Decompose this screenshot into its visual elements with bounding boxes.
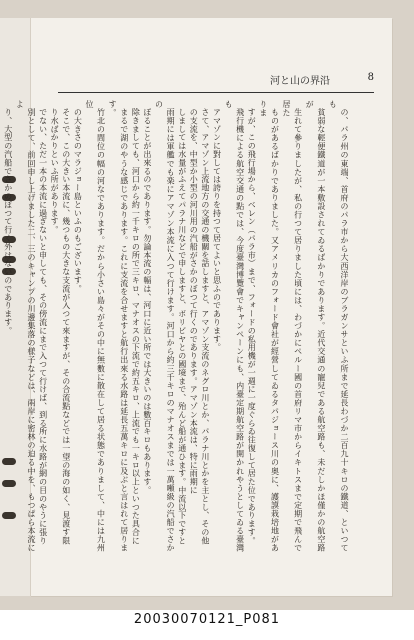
paragraph: 生れて參りましたが、私の行つて居りました頃には、わづかにペルー國の首府リマ市からイキトスまで定期で飛んで居た — [282, 100, 303, 552]
paragraph: 別として、前回申し上げました二、三のキャンプの川邊集落の様子などは、兩岸に密林の迫る中を、もつぱら本流によ — [15, 100, 36, 552]
paragraph: アマゾンに對しては誇りを持つて居てよいと思ふのであります。 — [212, 108, 222, 352]
paragraph: そこで、この大きい本流に、幾つもの大きな支流が入つて來ますが、その合流點などでは一望の海の如く、見渡す限 — [61, 108, 71, 545]
running-title: 河と山の界沿 — [270, 76, 330, 87]
paragraph: り、大型の汽船でさかのぼつて行く外はないのであります。 — [3, 108, 13, 335]
paragraph: さて、アマゾン上流地方の交通の機關を話しますと、アマゾン支流のネグロ川とか、パラナ川とかを主とし、その他 — [200, 108, 210, 545]
image-caption: 20030070121_P081 — [133, 612, 281, 627]
page-number: 8 — [367, 72, 374, 83]
paragraph: ぼることが出來るのであります。勿論本流の幅は、河口に近い所では大きいのは數百キロもあります。 — [142, 108, 152, 495]
paragraph: でない、ただ一本の本流に過ぎないと申しても、その傍流にまで入つて行けば、到る所に水路が網の目のやうに張り — [38, 108, 48, 545]
header-rule — [58, 92, 374, 93]
paragraph: の、パラ州の東端、首府のパラ市から大西洋岸のブラガンサといふ所まで延長わづか二百九十キロの鐵道、といつても — [328, 100, 349, 552]
paragraph: しましては水量がふえてパラナ川などで申しますと、ボリビヤとの國境まで、殆んど船が通ひます。中流以下ですと — [177, 108, 187, 545]
paragraph: 飛行機による航空交通の點では、今度臺灣博覽會でキャンペーンにも、内臺定期航空路が開かれやうとしてゐる臺灣も — [224, 100, 245, 552]
page-header — [58, 72, 374, 90]
paragraph: ものがあるばかりでありました。又アメリカのフォード會社が經營してゐるタパジョース川の奥に、護謨栽培地がありま — [258, 100, 280, 552]
paragraph: の支流を、中型か小型の河川用の汽船がさかのぼつて行くのであります。アマゾン本流は、特に雨期に — [189, 108, 199, 495]
paragraph: 竹北の間位の幅の河なであります。だから小さい島々がその中に無數に散在して居る状態でありまして、中には九州位 — [84, 100, 106, 552]
paragraph: まるで湖のやうな感じであります。これに支流を合せますと航行出來る水路は延長五萬キロに及ぶと言はれて居ります。 — [108, 100, 129, 552]
paragraph: 雨期には軍艦でも楽にアマゾン本流に入つて行けます。河口から約三千キロのマナオスまでは一萬噸級の汽船でさかの — [154, 100, 176, 552]
paragraph: り水ばかりといふ所があります。 — [50, 108, 60, 234]
paragraph: 貧弱な輕便鐵道が一本敷設されてゐるばかりであります。近代交通の寵兒である航空路も、未だしかほ僅かの航空路が — [305, 100, 326, 552]
vertical-text-body — [3, 100, 350, 552]
paragraph: すが、この飛行場から、ベレン（パラ市）まで、フォードの私用機が一週に一度ぐらゐ往復して居た位であります。 — [247, 108, 257, 545]
paragraph: の大きさのマラジョー島といふのもございます。 — [73, 108, 83, 293]
paragraph: 除きましても、河口から約一千キロの所で三キロ、マナオスの下流で約五キロ、上流でも一キロ以上といつた具合に — [131, 108, 141, 545]
